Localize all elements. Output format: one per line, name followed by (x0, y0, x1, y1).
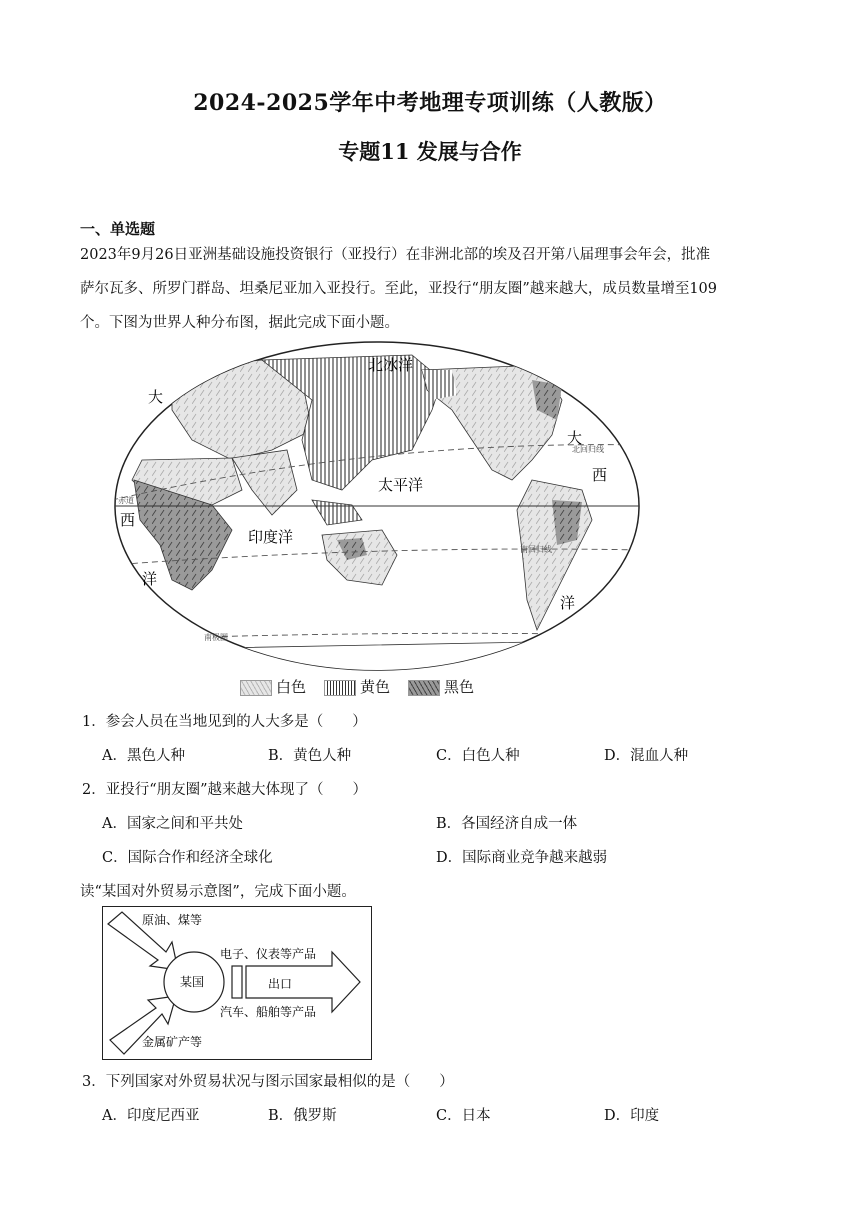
q1-option-b[interactable]: B．黄色人种 (268, 748, 352, 764)
q2-option-c[interactable]: C．国际合作和经济全球化 (102, 850, 273, 866)
q2-option-a[interactable]: A．国家之间和平共处 (102, 816, 243, 832)
label-equator: 赤道 (118, 496, 134, 505)
trade-export-top: 电子、仪表等产品 (220, 947, 317, 961)
label-tropic-n: 北回归线 (572, 445, 604, 454)
label-arctic: 北冰洋 (368, 356, 414, 374)
q3-option-c[interactable]: C．日本 (436, 1108, 491, 1124)
world-race-map (112, 340, 642, 672)
question-1-stem: 1．参会人员在当地见到的人大多是（ ） (82, 714, 367, 730)
legend-swatch (408, 680, 440, 696)
label-atlantic-west: 大 (148, 388, 164, 406)
intro-line: 2023年9月26日亚洲基础设施投资银行（亚投行）在非洲北部的埃及召开第八届理事会年会，批准 (80, 247, 711, 263)
question-2-stem: 2．亚投行“朋友圈”越来越大体现了（ ） (82, 782, 368, 798)
label-atlantic-east: 洋 (560, 594, 576, 612)
label-atlantic-east: 大 (567, 429, 583, 447)
legend-item-yellow: 黄色 (324, 676, 390, 697)
trade-import-top: 原油、煤等 (142, 913, 203, 927)
q3-option-a[interactable]: A．印度尼西亚 (102, 1108, 200, 1124)
intro-paragraph-1 (80, 238, 780, 340)
label-indian: 印度洋 (248, 528, 294, 546)
q1-option-c[interactable]: C．白色人种 (436, 748, 520, 764)
q3-option-d[interactable]: D．印度 (604, 1108, 660, 1124)
legend-item-white: 白色 (240, 676, 306, 697)
label-atlantic-west: 西 (120, 511, 136, 529)
map-legend (240, 676, 474, 697)
label-atlantic-east: 西 (592, 466, 608, 484)
label-pacific: 太平洋 (378, 476, 424, 494)
section-heading: 一、单选题 (80, 220, 156, 238)
q3-option-b[interactable]: B．俄罗斯 (268, 1108, 337, 1124)
q2-option-d[interactable]: D．国际商业竞争越来越弱 (436, 850, 608, 866)
document-title: 2024-2025学年中考地理专项训练（人教版） (193, 90, 667, 116)
intro-paragraph-2: 读“某国对外贸易示意图”，完成下面小题。 (80, 884, 356, 900)
q2-option-b[interactable]: B．各国经济自成一体 (436, 816, 578, 832)
trade-diagram (102, 906, 372, 1060)
trade-export-label: 出口 (268, 977, 293, 991)
q1-option-a[interactable]: A．黑色人种 (102, 748, 185, 764)
legend-swatch (324, 680, 356, 696)
trade-export-bottom: 汽车、船舶等产品 (220, 1005, 317, 1019)
label-antarctic-circle: 南极圈 (204, 633, 228, 642)
label-atlantic-west: 洋 (142, 570, 158, 588)
legend-item-black: 黑色 (408, 676, 474, 697)
question-3-stem: 3．下列国家对外贸易状况与图示国家最相似的是（ ） (82, 1074, 454, 1090)
trade-country: 某国 (180, 975, 205, 989)
intro-line: 个。下图为世界人种分布图，据此完成下面小题。 (80, 315, 399, 331)
legend-swatch (240, 680, 272, 696)
trade-import-bottom: 金属矿产等 (142, 1035, 203, 1049)
q1-option-d[interactable]: D．混血人种 (604, 748, 689, 764)
intro-line: 萨尔瓦多、所罗门群岛、坦桑尼亚加入亚投行。至此，亚投行“朋友圈”越来越大，成员数量增至109 (80, 281, 717, 297)
document-subtitle: 专题11 发展与合作 (338, 139, 522, 164)
label-tropic-s: 南回归线 (520, 545, 552, 554)
